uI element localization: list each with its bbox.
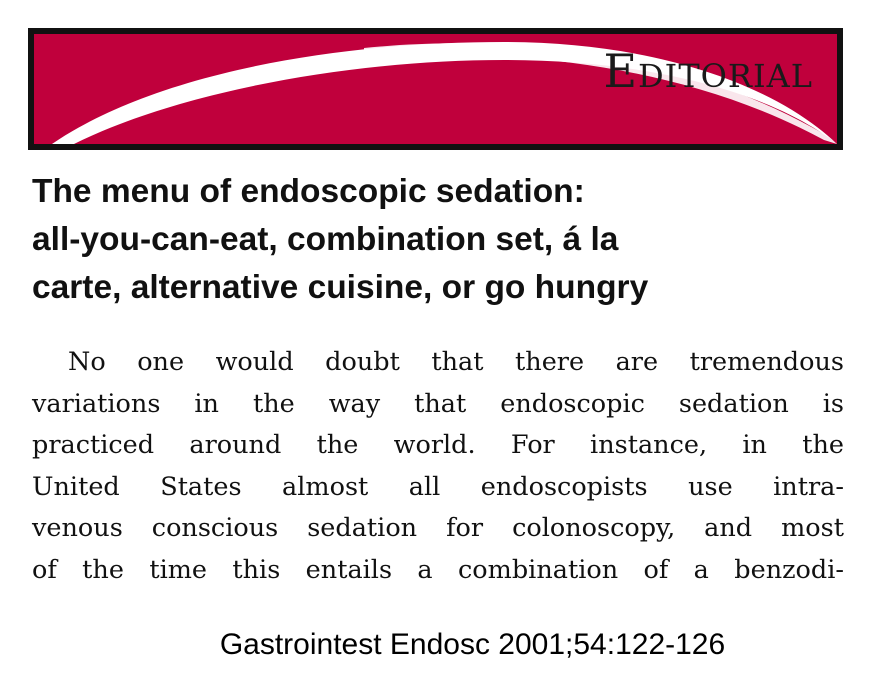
headline-line: The menu of endoscopic sedation:: [32, 173, 585, 210]
headline-line: all-you-can-eat, combination set, á la: [32, 221, 619, 258]
body-line: No one would doubt that there are tremendous: [68, 347, 844, 377]
banner-label: Editorial: [603, 44, 813, 98]
body-line: venous conscious sedation for colonoscopy, and most: [32, 513, 844, 543]
article-body: [32, 342, 844, 591]
editorial-banner: [28, 28, 843, 150]
citation-text: Gastrointest Endosc 2001;54:122-126: [219, 628, 726, 661]
body-line: practiced around the world. For instance, in the: [32, 430, 844, 460]
body-line: of the time this entails a combination of a benzodi-: [32, 554, 844, 585]
body-line: variations in the way that endoscopic sedation is: [32, 388, 844, 419]
body-line: United States almost all endoscopists use intra-: [32, 471, 844, 502]
article-headline: [32, 168, 852, 312]
headline-line: carte, alternative cuisine, or go hungry: [32, 269, 649, 306]
citation-reference: [0, 630, 873, 660]
